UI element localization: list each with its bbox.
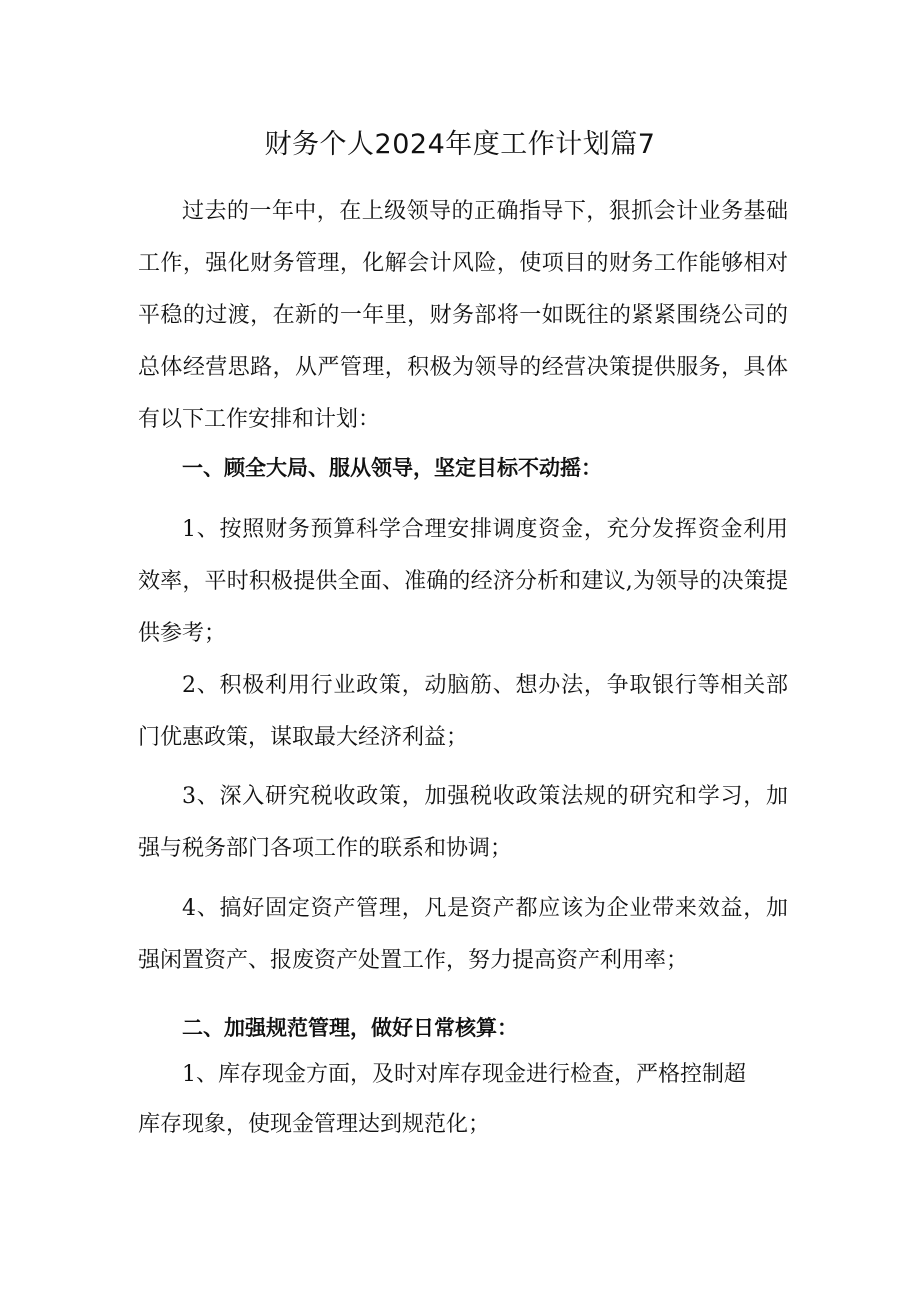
section1-item-4: 4、搞好固定资产管理，凡是资产都应该为企业带来效益，加强闲置资产、报废资产处置工作，努力提高资产利用率；: [138, 896, 788, 973]
intro-paragraph: 过去的一年中，在上级领导的正确指导下，狠抓会计业务基础工作，强化财务管理，化解会计风险，使项目的财务工作能够相对平稳的过渡，在新的一年里，财务部将一如既往的紧紧围绕公司的总体经营思路，从严管理，积极为领导的经营决策提供服务，具体有以下工作安排和计划：: [138, 199, 788, 432]
section1-item-3: 3、深入研究税收政策，加强税收政策法规的研究和学习，加强与税务部门各项工作的联系和协调；: [138, 784, 788, 861]
section2-heading: 二、加强规范管理，做好日常核算：: [182, 1016, 518, 1040]
section2-item-1: 1、库存现金方面，及时对库存现金进行检查，严格控制超库存现象，使现金管理达到规范化；: [138, 1062, 746, 1137]
document-title: 财务个人2024年度工作计划篇7: [264, 129, 656, 160]
section1-item-1: 1、按照财务预算科学合理安排调度资金，充分发挥资金利用效率，平时积极提供全面、准确的经济分析和建议,为领导的决策提供参考；: [138, 517, 788, 646]
section1-heading: 一、顾全大局、服从领导，坚定目标不动摇：: [182, 456, 602, 480]
section1-item-2: 2、积极利用行业政策，动脑筋、想办法，争取银行等相关部门优惠政策，谋取最大经济利益；: [138, 673, 788, 750]
